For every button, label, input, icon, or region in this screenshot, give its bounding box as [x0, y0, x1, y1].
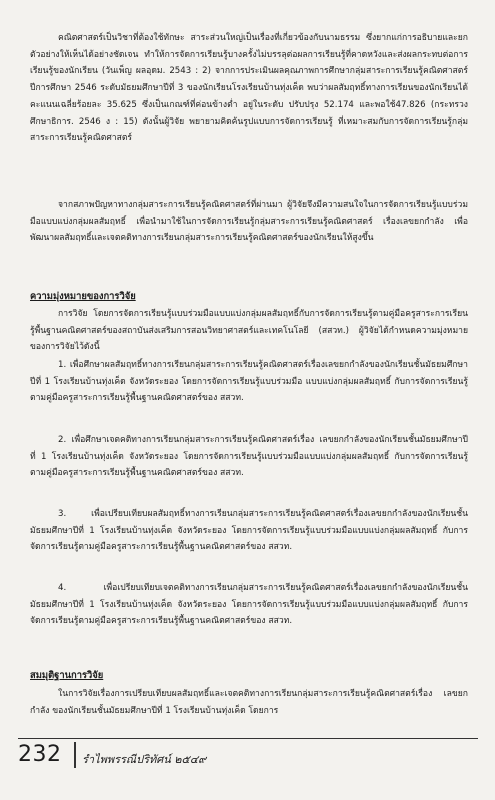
section-heading-objectives: ความมุ่งหมายของการวิจัย [30, 291, 136, 302]
section-heading-hypothesis: สมมุติฐานการวิจัย [30, 670, 104, 681]
objective-item-2: 2. เพื่อศึกษาเจตคติทางการเรียนกลุ่มสาระการเรียนรู้คณิตศาสตร์เรื่อง เลขยกกำลังของนักเรียนชั้นมัธยมศึกษาปีที่ 1 โรงเรียนบ้านทุ่งเค็ด จังหวัดระยอง โดยการจัดการเรียนรู้แบบร่วมมือแบบแบ่งกลุ่มผลสัมฤทธิ์ กับการจัดการเรียนรู้ตามคู่มือครูสาระการเรียนรู้พื้นฐานคณิตศาสตร์ของ สสวท. [30, 435, 468, 479]
footer-rule [18, 738, 478, 739]
objective-item-4: 4. เพื่อเปรียบเทียบเจตคติทางการเรียนกลุ่มสาระการเรียนรู้คณิตศาสตร์เรื่องเลขยกกำลังของนักเรียนชั้นมัธยมศึกษาปีที่ 1 โรงเรียนบ้านทุ่งเค็ด จังหวัดระยอง โดยการจัดการเรียนรู้แบบร่วมมือแบบแบ่งกลุ่มผลสัมฤทธิ์ กับการจัดการเรียนรู้ตามคู่มือครูสาระการเรียนรู้พื้นฐานคณิตศาสตร์ของ สสวท. [30, 583, 468, 627]
objectives-intro-paragraph: การวิจัย โดยการจัดการเรียนรู้แบบร่วมมือแบบแบ่งกลุ่มผลสัมฤทธิ์กับการจัดการเรียนรู้ตามคู่มือครูสาระการเรียนรู้พื้นฐานคณิตศาสตร์ของสถาบันส่งเสริมการสอนวิทยาศาสตร์และเทคโนโลยี (สสวท.) ผู้วิจัยได้กำหนดความมุ่งหมายของการวิจัยไว้ดังนี้ [30, 309, 468, 353]
problem-paragraph: จากสภาพปัญหาทางกลุ่มสาระการเรียนรู้คณิตศาสตร์ที่ผ่านมา ผู้วิจัยจึงมีความสนใจในการจัดการเรียนรู้แบบร่วมมือแบบแบ่งกลุ่มผลสัมฤทธิ์ เพื่อนำมาใช้ในการจัดการเรียนรู้กลุ่มสาระการเรียนรู้คณิตศาสตร์ เรื่องเลขยกกำลัง เพื่อพัฒนาผลสัมฤทธิ์และเจตคติทางการเรียนกลุ่มสาระการเรียนรู้คณิตศาสตร์ของนักเรียนให้สูงขึ้น [30, 200, 468, 244]
journal-title: รำไพพรรณีปริทัศน์ ๒๕๔๙ [82, 753, 207, 766]
objective-item-1: 1. เพื่อศึกษาผลสัมฤทธิ์ทางการเรียนกลุ่มสาระการเรียนรู้คณิตศาสตร์เรื่องเลขยกกำลังของนักเรียนชั้นมัธยมศึกษาปีที่ 1 โรงเรียนบ้านทุ่งเค็ด จังหวัดระยอง โดยการจัดการเรียนรู้แบบร่วมมือ แบบแบ่งกลุ่มผลสัมฤทธิ์ กับการจัดการเรียนรู้ตามคู่มือครูสาระการเรียนรู้พื้นฐานคณิตศาสตร์ของ สสวท. [30, 360, 468, 404]
page-number: 232 [18, 742, 62, 767]
footer-separator [74, 742, 76, 768]
hypothesis-paragraph: ในการวิจัยเรื่องการเปรียบเทียบผลสัมฤทธิ์และเจตคติทางการเรียนกลุ่มสาระการเรียนรู้คณิตศาสตร์เรื่อง เลขยกกำลัง ของนักเรียนชั้นมัธยมศึกษาปีที่ 1 โรงเรียนบ้านทุ่งเค็ด โดยการ [30, 689, 468, 716]
intro-paragraph: คณิตศาสตร์เป็นวิชาที่ต้องใช้ทักษะ สาระส่วนใหญ่เป็นเรื่องที่เกี่ยวข้องกับนามธรรม ซึ่งยากแก่การอธิบายและยกตัวอย่างให้เห็นได้อย่างชัดเจน ทำให้การจัดการเรียนรู้บางครั้งไม่บรรลุต่อผลการเรียนรู้ที่คาดหวังและส่งผลกระทบต่อการเรียนรู้ของนักเรียน (วันเพ็ญ ผลอุดม. 2543 : 2) จากการประเมินผลคุณภาพการศึกษากลุ่มสาระการเรียนรู้คณิตศาสตร์ ปีการศึกษา 2546 ระดับมัธยมศึกษาปีที่ 3 ของนักเรียนโรงเรียนบ้านทุ่งเค็ด พบว่าผลสัมฤทธิ์ทางการเรียนของนักเรียนได้คะแนนเฉลี่ยร้อยละ 35.625 ซึ่งเป็นเกณฑ์ที่ค่อนข้างต่ำ อยู่ในระดับ ปรับปรุง 52.174 และพอใช้47.826 (กระทรวงศึกษาธิการ. 2546 ง : 15) ดังนั้นผู้วิจัย พยายามคิดค้นรูปแบบการจัดการเรียนรู้ ที่เหมาะสมกับการจัดการเรียนรู้กลุ่มสาระการเรียนรู้คณิตศาสตร์ [30, 33, 468, 144]
objective-item-3: 3. เพื่อเปรียบเทียบผลสัมฤทธิ์ทางการเรียนกลุ่มสาระการเรียนรู้คณิตศาสตร์เรื่องเลขยกกำลังของนักเรียนชั้นมัธยมศึกษาปีที่ 1 โรงเรียนบ้านทุ่งเค็ด จังหวัดระยอง โดยการจัดการเรียนรู้แบบร่วมมือแบบแบ่งกลุ่มผลสัมฤทธิ์ กับการจัดการเรียนรู้ตามคู่มือครูสาระการเรียนรู้พื้นฐานคณิตศาสตร์ของ สสวท. [30, 509, 468, 553]
